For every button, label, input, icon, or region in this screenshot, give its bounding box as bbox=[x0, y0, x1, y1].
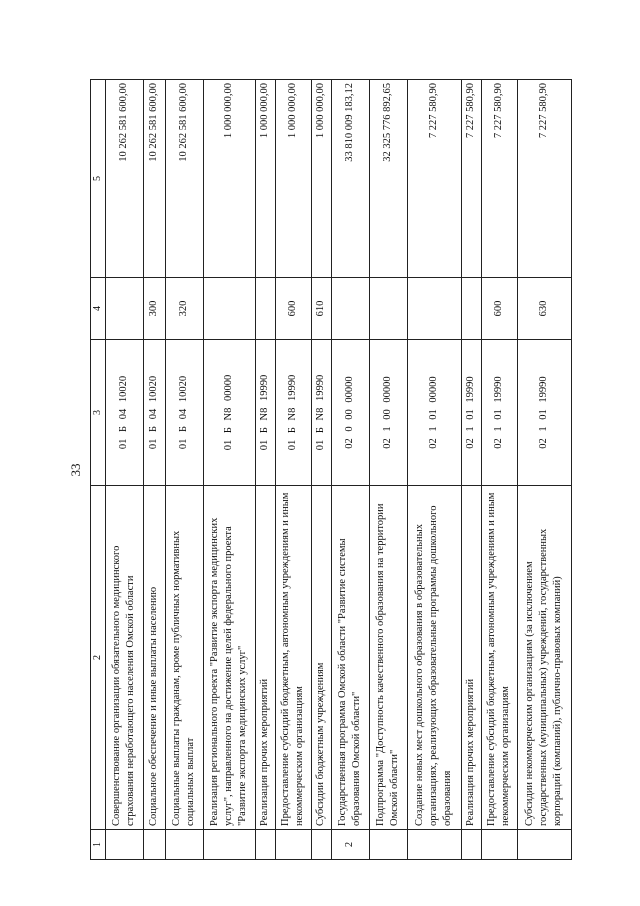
column-header: 5 bbox=[91, 80, 106, 278]
target-article-code: 02 1 01 00000 bbox=[407, 340, 461, 486]
table-row bbox=[311, 80, 331, 860]
row-description: Субсидии бюджетным учреждениям bbox=[311, 486, 331, 830]
amount: 33 810 009 183,12 bbox=[331, 80, 369, 278]
target-article-code: 02 0 00 00000 bbox=[331, 340, 369, 486]
table-row bbox=[517, 80, 571, 860]
table-row bbox=[481, 80, 517, 860]
column-header: 4 bbox=[91, 278, 106, 340]
target-article-code: 02 1 01 19990 bbox=[481, 340, 517, 486]
row-number bbox=[407, 830, 461, 860]
target-article-code: 01 Б 04 10020 bbox=[105, 340, 143, 486]
table-row bbox=[331, 80, 369, 860]
expense-group bbox=[255, 278, 275, 340]
amount: 1 000 000,00 bbox=[255, 80, 275, 278]
row-number bbox=[311, 830, 331, 860]
expense-group: 300 bbox=[143, 278, 165, 340]
column-header: 1 bbox=[91, 830, 106, 860]
amount: 10 262 581 600,00 bbox=[143, 80, 165, 278]
table-row bbox=[407, 80, 461, 860]
target-article-code: 02 1 01 19990 bbox=[517, 340, 571, 486]
expense-group: 600 bbox=[481, 278, 517, 340]
table-header-row bbox=[91, 80, 106, 860]
row-description: Социальные выплаты гражданам, кроме публичных нормативных социальных выплат bbox=[165, 486, 203, 830]
row-description: Подпрограмма "Доступность качественного образования на территории Омской области" bbox=[369, 486, 407, 830]
row-number bbox=[143, 830, 165, 860]
table-row bbox=[275, 80, 311, 860]
expense-group: 600 bbox=[275, 278, 311, 340]
expense-group: 630 bbox=[517, 278, 571, 340]
amount: 10 262 581 600,00 bbox=[105, 80, 143, 278]
amount: 7 227 580,90 bbox=[461, 80, 481, 278]
expense-group bbox=[203, 278, 255, 340]
column-header: 3 bbox=[91, 340, 106, 486]
table-row bbox=[165, 80, 203, 860]
row-description: Государственная программа Омской области "Развитие системы образования Омской области" bbox=[331, 486, 369, 830]
amount: 1 000 000,00 bbox=[275, 80, 311, 278]
row-description: Социальное обеспечение и иные выплаты населению bbox=[143, 486, 165, 830]
row-number bbox=[255, 830, 275, 860]
row-number bbox=[517, 830, 571, 860]
expense-group: 610 bbox=[311, 278, 331, 340]
budget-table bbox=[90, 79, 572, 860]
amount: 1 000 000,00 bbox=[203, 80, 255, 278]
row-number bbox=[369, 830, 407, 860]
target-article-code: 01 Б N8 00000 bbox=[203, 340, 255, 486]
row-number bbox=[481, 830, 517, 860]
expense-group bbox=[369, 278, 407, 340]
expense-group: 320 bbox=[165, 278, 203, 340]
row-number bbox=[275, 830, 311, 860]
row-number bbox=[203, 830, 255, 860]
row-description: Реализация регионального проекта "Развитие экспорта медицинских услуг", направленного на достижение целей федерального проекта "Развитие экспорта медицинских услуг" bbox=[203, 486, 255, 830]
target-article-code: 01 Б N8 19990 bbox=[311, 340, 331, 486]
amount: 1 000 000,00 bbox=[311, 80, 331, 278]
target-article-code: 01 Б 04 10020 bbox=[143, 340, 165, 486]
amount: 7 227 580,90 bbox=[481, 80, 517, 278]
table-row bbox=[143, 80, 165, 860]
page-number: 33 bbox=[68, 463, 83, 477]
row-description: Реализация прочих мероприятий bbox=[461, 486, 481, 830]
row-description: Предоставление субсидий бюджетным, автономным учреждениям и иным некоммерческим организациям bbox=[275, 486, 311, 830]
expense-group bbox=[407, 278, 461, 340]
amount: 7 227 580,90 bbox=[407, 80, 461, 278]
table-row bbox=[203, 80, 255, 860]
target-article-code: 02 1 00 00000 bbox=[369, 340, 407, 486]
expense-group bbox=[105, 278, 143, 340]
expense-group bbox=[331, 278, 369, 340]
target-article-code: 01 Б N8 19990 bbox=[255, 340, 275, 486]
table-row bbox=[255, 80, 275, 860]
document-page bbox=[52, 80, 564, 860]
column-header: 2 bbox=[91, 486, 106, 830]
amount: 32 325 776 892,65 bbox=[369, 80, 407, 278]
row-number bbox=[461, 830, 481, 860]
amount: 7 227 580,90 bbox=[517, 80, 571, 278]
row-description: Совершенствование организации обязательного медицинского страхования неработающего населения Омской области bbox=[105, 486, 143, 830]
row-number: 2 bbox=[331, 830, 369, 860]
row-description: Создание новых мест дошкольного образования в образовательных организациях, реализующих образовательные программы дошкольного образования bbox=[407, 486, 461, 830]
table-row bbox=[461, 80, 481, 860]
target-article-code: 01 Б N8 19990 bbox=[275, 340, 311, 486]
row-description: Реализация прочих мероприятий bbox=[255, 486, 275, 830]
amount: 10 262 581 600,00 bbox=[165, 80, 203, 278]
target-article-code: 02 1 01 19990 bbox=[461, 340, 481, 486]
row-number bbox=[105, 830, 143, 860]
table-row bbox=[369, 80, 407, 860]
row-description: Предоставление субсидий бюджетным, автономным учреждениям и иным некоммерческим организациям bbox=[481, 486, 517, 830]
row-number bbox=[165, 830, 203, 860]
table-row bbox=[105, 80, 143, 860]
row-description: Субсидии некоммерческим организациям (за исключением государственных (муниципальных) учреждений, государственных корпораций (компаний), публично-правовых компаний) bbox=[517, 486, 571, 830]
expense-group bbox=[461, 278, 481, 340]
target-article-code: 01 Б 04 10020 bbox=[165, 340, 203, 486]
